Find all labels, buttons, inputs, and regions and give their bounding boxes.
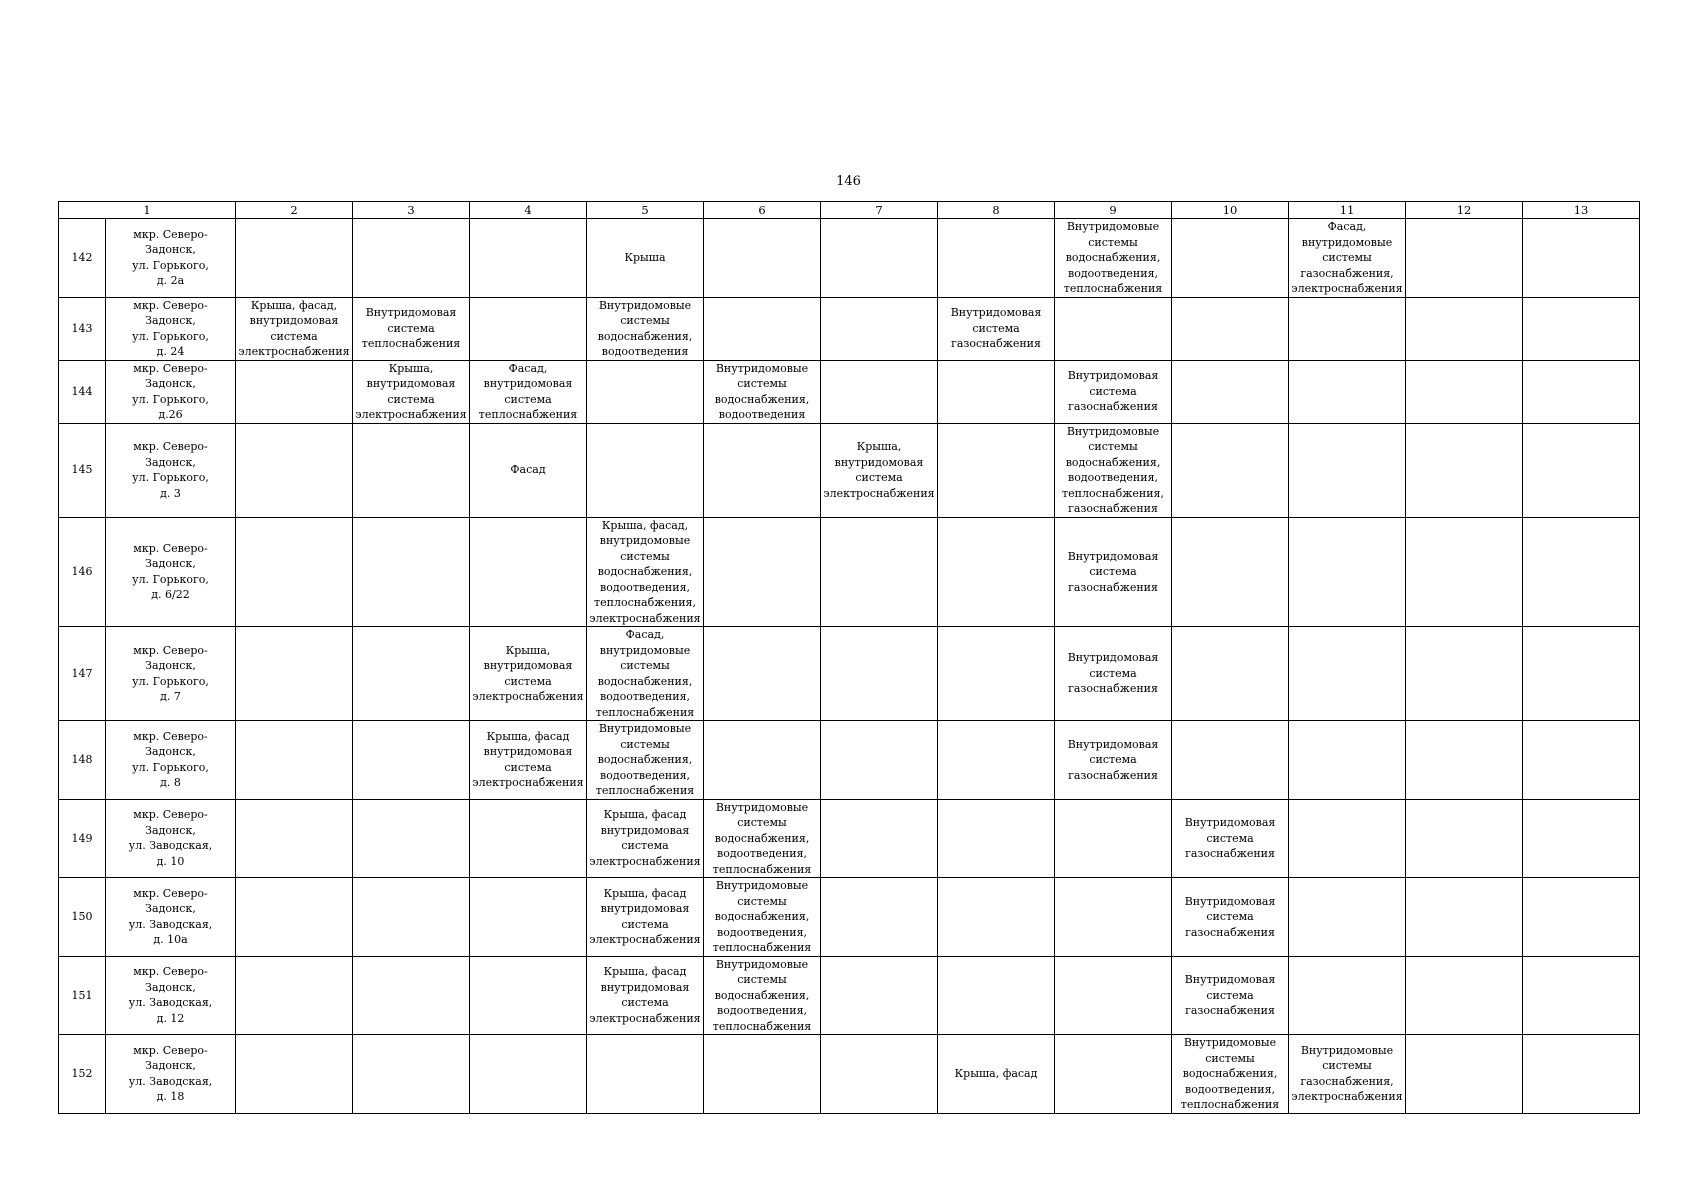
- work-cell: [1523, 297, 1640, 360]
- work-cell: Крыша: [587, 219, 704, 298]
- work-cell: [236, 360, 353, 423]
- work-cell: [470, 956, 587, 1035]
- work-cell: [938, 627, 1055, 721]
- work-cell: [821, 627, 938, 721]
- work-cell: [236, 219, 353, 298]
- row-number: 147: [59, 627, 106, 721]
- work-cell: [470, 517, 587, 627]
- row-number: 148: [59, 721, 106, 800]
- work-cell: Внутридомовые системы водоснабжения, водоотведения, теплоснабжения: [1172, 1035, 1289, 1114]
- address-cell: мкр. Северо-Задонск, ул. Заводская, д. 10: [106, 799, 236, 878]
- work-cell: [1406, 799, 1523, 878]
- row-number: 151: [59, 956, 106, 1035]
- address-cell: мкр. Северо-Задонск, ул. Заводская, д. 12: [106, 956, 236, 1035]
- table-row: [59, 721, 1640, 800]
- work-cell: [353, 956, 470, 1035]
- table-row: [59, 297, 1640, 360]
- work-cell: [587, 423, 704, 517]
- work-cell: [938, 956, 1055, 1035]
- work-cell: [1523, 219, 1640, 298]
- column-header: 9: [1055, 202, 1172, 219]
- work-cell: [1055, 297, 1172, 360]
- work-cell: [470, 878, 587, 957]
- work-cell: [1523, 878, 1640, 957]
- row-number: 142: [59, 219, 106, 298]
- work-cell: Внутридомовая система газоснабжения: [1055, 627, 1172, 721]
- address-cell: мкр. Северо-Задонск, ул. Заводская, д. 18: [106, 1035, 236, 1114]
- work-cell: [353, 423, 470, 517]
- address-cell: мкр. Северо-Задонск, ул. Горького, д.26: [106, 360, 236, 423]
- work-cell: Внутридомовая система газоснабжения: [1172, 956, 1289, 1035]
- work-cell: Внутридомовая система газоснабжения: [1055, 721, 1172, 800]
- work-cell: Внутридомовые системы водоснабжения, водоотведения, теплоснабжения: [704, 799, 821, 878]
- row-number: 146: [59, 517, 106, 627]
- work-cell: [821, 517, 938, 627]
- work-cell: Внутридомовые системы водоснабжения, водоотведения: [587, 297, 704, 360]
- work-cell: [704, 423, 821, 517]
- work-cell: [236, 423, 353, 517]
- work-cell: [1055, 799, 1172, 878]
- work-cell: Крыша, фасад, внутридомовая система электроснабжения: [236, 297, 353, 360]
- work-cell: [236, 1035, 353, 1114]
- work-cell: [1289, 517, 1406, 627]
- work-cell: Крыша, фасад внутридомовая система электроснабжения: [587, 799, 704, 878]
- work-cell: [821, 799, 938, 878]
- work-cell: [704, 627, 821, 721]
- work-cell: [938, 799, 1055, 878]
- table-row: [59, 1035, 1640, 1114]
- address-cell: мкр. Северо-Задонск, ул. Горького, д. 6/22: [106, 517, 236, 627]
- work-cell: [821, 1035, 938, 1114]
- work-cell: [1172, 297, 1289, 360]
- work-cell: Крыша, фасад: [938, 1035, 1055, 1114]
- column-header: 5: [587, 202, 704, 219]
- work-cell: Фасад, внутридомовые системы газоснабжения, электроснабжения: [1289, 219, 1406, 298]
- address-cell: мкр. Северо-Задонск, ул. Горького, д. 8: [106, 721, 236, 800]
- work-cell: [821, 360, 938, 423]
- work-cell: Крыша, фасад внутридомовая система электроснабжения: [587, 956, 704, 1035]
- work-cell: [1406, 956, 1523, 1035]
- work-cell: [1523, 1035, 1640, 1114]
- work-cell: [470, 297, 587, 360]
- work-cell: [1055, 1035, 1172, 1114]
- work-cell: [1289, 799, 1406, 878]
- work-cell: [1406, 1035, 1523, 1114]
- work-cell: [236, 878, 353, 957]
- work-cell: Внутридомовые системы водоснабжения, водоотведения, теплоснабжения: [1055, 219, 1172, 298]
- column-header: 13: [1523, 202, 1640, 219]
- work-cell: [938, 360, 1055, 423]
- work-cell: Внутридомовые системы водоснабжения, водоотведения, теплоснабжения: [587, 721, 704, 800]
- row-number: 144: [59, 360, 106, 423]
- work-cell: [470, 799, 587, 878]
- work-cell: Внутридомовая система газоснабжения: [1055, 360, 1172, 423]
- table-row: [59, 956, 1640, 1035]
- work-cell: [1172, 721, 1289, 800]
- column-header: 7: [821, 202, 938, 219]
- work-cell: Фасад: [470, 423, 587, 517]
- work-cell: [1172, 219, 1289, 298]
- work-cell: Внутридомовая система теплоснабжения: [353, 297, 470, 360]
- work-cell: [1289, 878, 1406, 957]
- work-cell: [704, 721, 821, 800]
- work-cell: [1172, 517, 1289, 627]
- work-cell: [1289, 956, 1406, 1035]
- row-number: 150: [59, 878, 106, 957]
- work-cell: Внутридомовые системы водоснабжения, водоотведения: [704, 360, 821, 423]
- work-cell: [353, 1035, 470, 1114]
- address-cell: мкр. Северо-Задонск, ул. Горького, д. 2а: [106, 219, 236, 298]
- table-row: [59, 360, 1640, 423]
- page-number: 146: [836, 174, 861, 189]
- work-cell: [236, 956, 353, 1035]
- column-header: 3: [353, 202, 470, 219]
- work-cell: [353, 219, 470, 298]
- work-cell: [704, 297, 821, 360]
- work-cell: [1406, 878, 1523, 957]
- work-cell: [1055, 956, 1172, 1035]
- work-cell: [470, 219, 587, 298]
- column-header: 2: [236, 202, 353, 219]
- table-row: [59, 627, 1640, 721]
- work-cell: [938, 517, 1055, 627]
- work-cell: [236, 799, 353, 878]
- work-cell: Внутридомовые системы водоснабжения, водоотведения, теплоснабжения: [704, 956, 821, 1035]
- work-cell: [1172, 627, 1289, 721]
- work-cell: Крыша, внутридомовая система электроснабжения: [821, 423, 938, 517]
- work-cell: [938, 721, 1055, 800]
- work-cell: Фасад, внутридомовые системы водоснабжения, водоотведения, теплоснабжения: [587, 627, 704, 721]
- work-cell: [1289, 423, 1406, 517]
- work-cell: [1523, 721, 1640, 800]
- work-cell: [1523, 799, 1640, 878]
- work-cell: Крыша, внутридомовая система электроснабжения: [353, 360, 470, 423]
- work-cell: Внутридомовые системы водоснабжения, водоотведения, теплоснабжения, газоснабжения: [1055, 423, 1172, 517]
- work-cell: [1289, 360, 1406, 423]
- work-cell: [470, 1035, 587, 1114]
- work-cell: [1406, 627, 1523, 721]
- work-cell: Внутридомовая система газоснабжения: [1055, 517, 1172, 627]
- work-cell: [353, 517, 470, 627]
- work-cell: [821, 219, 938, 298]
- work-cell: [1289, 297, 1406, 360]
- work-cell: [704, 219, 821, 298]
- address-cell: мкр. Северо-Задонск, ул. Горького, д. 3: [106, 423, 236, 517]
- address-cell: мкр. Северо-Задонск, ул. Горького, д. 7: [106, 627, 236, 721]
- work-cell: [821, 956, 938, 1035]
- work-cell: [1289, 721, 1406, 800]
- work-cell: Крыша, фасад внутридомовая система электроснабжения: [587, 878, 704, 957]
- work-cell: [1406, 517, 1523, 627]
- work-cell: [938, 423, 1055, 517]
- table-row: [59, 219, 1640, 298]
- work-cell: [236, 517, 353, 627]
- column-header: 11: [1289, 202, 1406, 219]
- work-cell: [821, 721, 938, 800]
- table-row: [59, 799, 1640, 878]
- work-cell: [1523, 627, 1640, 721]
- row-number: 149: [59, 799, 106, 878]
- work-cell: Внутридомовая система газоснабжения: [1172, 878, 1289, 957]
- row-number: 145: [59, 423, 106, 517]
- table-row: [59, 423, 1640, 517]
- work-cell: [1055, 878, 1172, 957]
- work-cell: [1406, 297, 1523, 360]
- work-cell: Внутридомовые системы газоснабжения, электроснабжения: [1289, 1035, 1406, 1114]
- work-cell: [1406, 219, 1523, 298]
- table-row: [59, 517, 1640, 627]
- row-number: 143: [59, 297, 106, 360]
- work-cell: [587, 360, 704, 423]
- work-cell: [1406, 423, 1523, 517]
- work-cell: [1523, 956, 1640, 1035]
- work-cell: [1406, 360, 1523, 423]
- work-cell: Внутридомовая система газоснабжения: [1172, 799, 1289, 878]
- work-cell: [1172, 423, 1289, 517]
- work-cell: [587, 1035, 704, 1114]
- work-cell: [821, 297, 938, 360]
- work-cell: Крыша, фасад внутридомовая система электроснабжения: [470, 721, 587, 800]
- work-cell: [1523, 360, 1640, 423]
- work-cell: Крыша, фасад, внутридомовые системы водоснабжения, водоотведения, теплоснабжения, электроснабжения: [587, 517, 704, 627]
- work-cell: [1406, 721, 1523, 800]
- work-cell: Внутридомовые системы водоснабжения, водоотведения, теплоснабжения: [704, 878, 821, 957]
- work-cell: [236, 721, 353, 800]
- work-cell: [353, 878, 470, 957]
- column-header: 10: [1172, 202, 1289, 219]
- work-cell: [704, 517, 821, 627]
- address-cell: мкр. Северо-Задонск, ул. Горького, д. 24: [106, 297, 236, 360]
- work-cell: Крыша, внутридомовая система электроснабжения: [470, 627, 587, 721]
- table-row: [59, 878, 1640, 957]
- repair-schedule-table: [58, 201, 1640, 1114]
- work-cell: [704, 1035, 821, 1114]
- column-header: 4: [470, 202, 587, 219]
- work-cell: [1523, 517, 1640, 627]
- work-cell: [353, 627, 470, 721]
- column-header: 12: [1406, 202, 1523, 219]
- header-row: [59, 202, 1640, 219]
- work-cell: [353, 799, 470, 878]
- work-cell: [1289, 627, 1406, 721]
- column-header: 6: [704, 202, 821, 219]
- column-header: 8: [938, 202, 1055, 219]
- work-cell: [236, 627, 353, 721]
- work-cell: Фасад, внутридомовая система теплоснабжения: [470, 360, 587, 423]
- work-cell: Внутридомовая система газоснабжения: [938, 297, 1055, 360]
- work-cell: [938, 878, 1055, 957]
- work-cell: [821, 878, 938, 957]
- work-cell: [1172, 360, 1289, 423]
- work-cell: [938, 219, 1055, 298]
- work-cell: [353, 721, 470, 800]
- row-number: 152: [59, 1035, 106, 1114]
- address-cell: мкр. Северо-Задонск, ул. Заводская, д. 10а: [106, 878, 236, 957]
- work-cell: [1523, 423, 1640, 517]
- column-header: 1: [59, 202, 236, 219]
